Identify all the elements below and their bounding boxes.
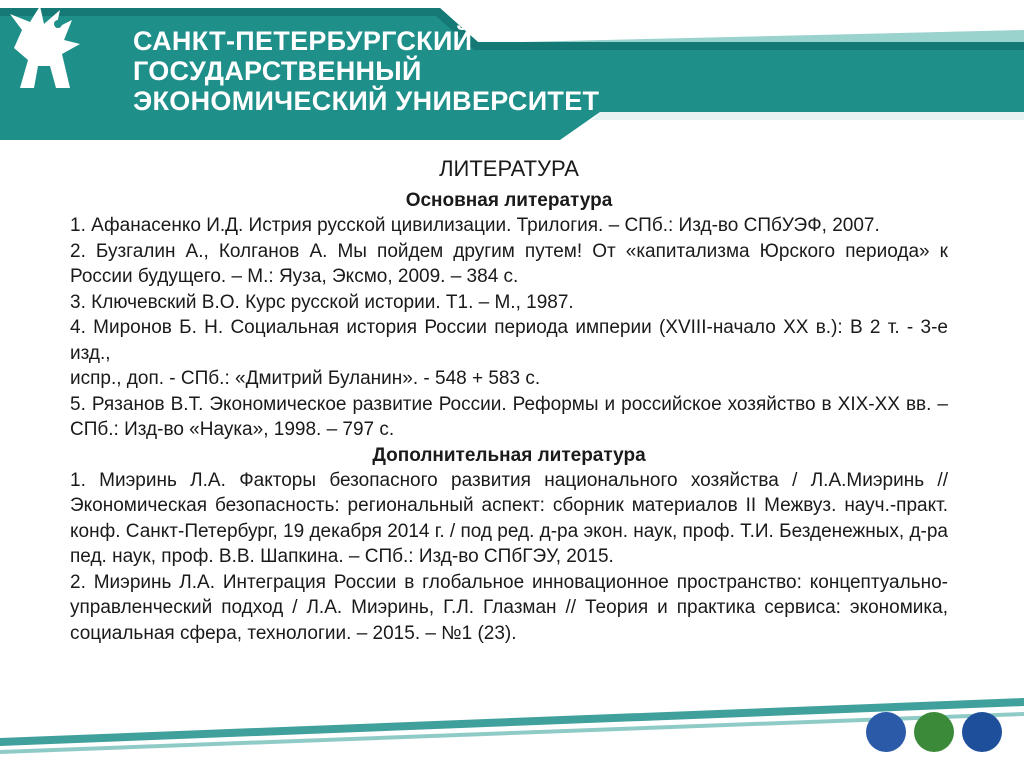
main-literature-item-3: 3. Ключевский В.О. Курс русской истории. Т1. – М., 1987. (70, 291, 574, 313)
university-name-line2: ГОСУДАРСТВЕННЫЙ (133, 56, 422, 86)
main-literature-item-1: 1. Афанасенко И.Д. Истрия русской цивилизации. Трилогия. – СПб.: Изд-во СПбУЭФ, 2007. (70, 215, 880, 236)
university-name-line3: ЭКОНОМИЧЕСКИЙ УНИВЕРСИТЕТ (133, 86, 600, 116)
main-literature-heading: Основная литература (405, 190, 613, 211)
main-literature-item-4: 4. Миронов Б. Н. Социальная история России периода империи (XVIII-начало XX в.): В 2 т. - 3-е изд., (70, 317, 948, 364)
griffin-logo-icon (0, 0, 90, 95)
partner-logo-icon-2 (914, 712, 954, 752)
extra-literature-heading: Дополнительная литература (372, 444, 646, 466)
slide-content (70, 150, 948, 646)
extra-literature-item-2: 2. Миэринь Л.А. Интеграция России в глобальное инновационное пространство: концептуально-управленческий подход / Л.А. Миэринь, Г.Л. Глазман // Теория и практика сервиса: экономика, социальная сфера, технологии. – 2015. – №1 (23). (70, 571, 948, 644)
page-title: ЛИТЕРАТУРА (439, 156, 579, 181)
footer-logos (866, 712, 1002, 752)
university-name-line1: САНКТ-ПЕТЕРБУРГСКИЙ (133, 26, 473, 56)
partner-logo-icon-1 (866, 712, 906, 752)
header-banner (0, 0, 1024, 140)
main-literature-item-2: 2. Бузгалин А., Колганов А. Мы пойдем другим путем! От «капитализма Юрского периода» к России будущего. – М.: Яуза, Эксмо, 2009. – 384 с. (70, 240, 948, 287)
main-literature-item-4-cont: испр., доп. - СПб.: «Дмитрий Буланин». - 548 + 583 с. (70, 368, 541, 389)
extra-literature-item-1: 1. Миэринь Л.А. Факторы безопасного развития национального хозяйства / Л.А.Миэринь //Экономическая безопасность: региональный аспект: сборник материалов II Межвуз. науч.-практ. конф. Санкт-Петербург, 19 декабря 2014 г. / под ред. д-ра экон. наук, проф. Т.И. Безденежных, д-ра пед. наук, проф. В.В. Шапкина. – СПб.: Изд-во СПбГЭУ, 2015. (70, 469, 948, 567)
main-literature-item-5: 5. Рязанов В.Т. Экономическое развитие России. Реформы и российское хозяйство в XIX-XX вв. – СПб.: Изд-во «Наука», 1998. – 797 с. (70, 393, 948, 440)
university-name (133, 26, 599, 116)
partner-logo-icon-3 (962, 712, 1002, 752)
